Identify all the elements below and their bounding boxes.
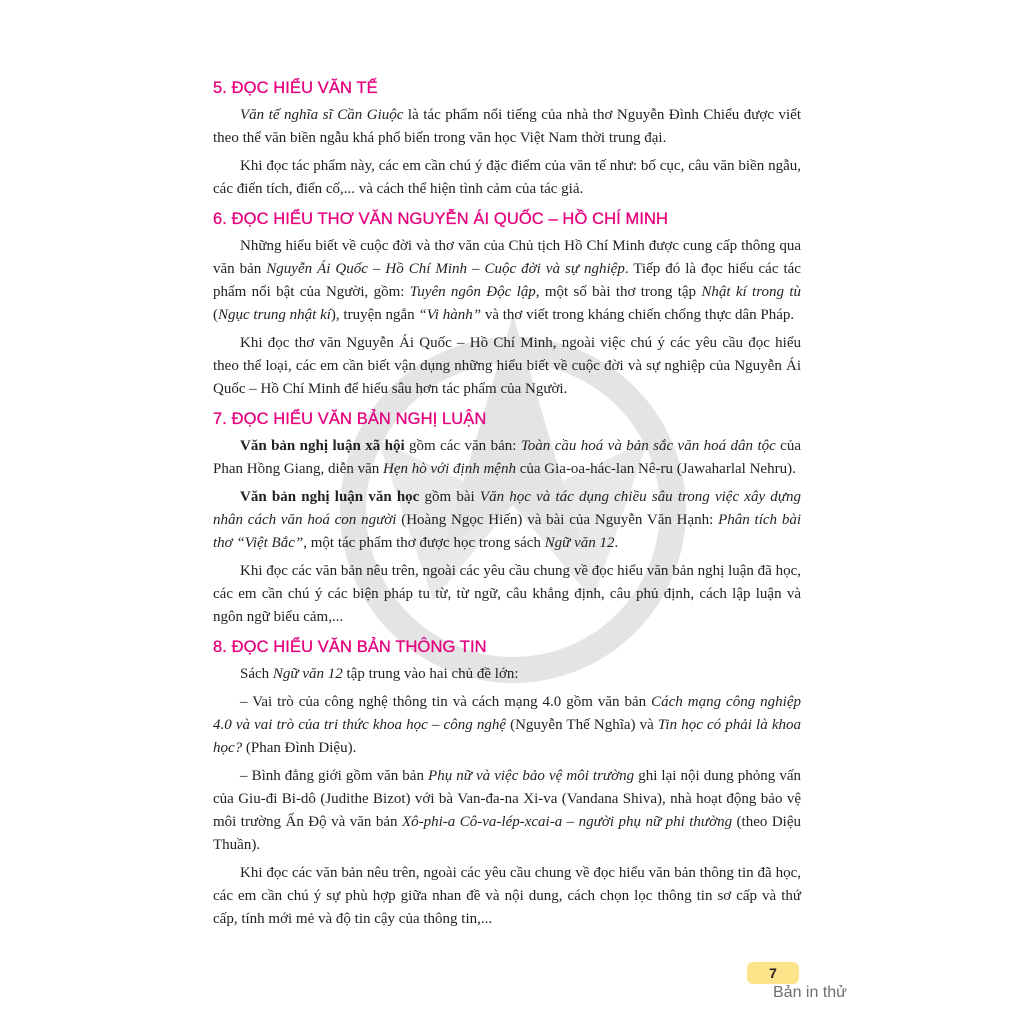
section-heading: 7. ĐỌC HIỂU VĂN BẢN NGHỊ LUẬN [213, 410, 487, 428]
paragraph [213, 862, 801, 931]
italic-text: Ngữ văn 12 [272, 666, 343, 682]
text-run: Sách [240, 666, 273, 682]
paragraph [213, 235, 801, 327]
italic-text: Cách mạng công nghiệp 4.0 và vai trò của tri thức khoa học – công nghệ [213, 694, 801, 733]
italic-text: Văn tế nghĩa sĩ Cần Giuộc [240, 107, 404, 123]
text-run: (Phan Đình Diệu). [242, 740, 357, 756]
paragraph [213, 486, 801, 555]
text-run: Khi đọc các văn bản nêu trên, ngoài các yêu cầu chung về đọc hiểu văn bản thông tin đã học, các em cần chú ý sự phù hợp giữa nhan đề và nội dung, cách chọn lọc thông tin sơ cấp và thứ cấp, tính mới mẻ và độ tin cậy của thông tin,... [213, 865, 801, 927]
paragraph [213, 104, 801, 150]
italic-text: Tuyên ngôn Độc lập [409, 284, 536, 300]
paragraph [213, 560, 801, 629]
text-run: , một tác phẩm thơ được học trong sách [303, 535, 545, 551]
italic-text: Hẹn hò với định mệnh [382, 461, 516, 477]
section-heading: 6. ĐỌC HIỂU THƠ VĂN NGUYỄN ÁI QUỐC – HỒ CHÍ MINH [213, 210, 669, 228]
italic-text: Văn học và tác dụng chiều sâu trong việc xây dựng nhân cách văn hoá con người [213, 489, 801, 528]
text-run: ), truyện ngắn [330, 307, 419, 323]
bold-text: Văn bản nghị luận văn học [240, 489, 420, 505]
text-run: (Hoàng Ngọc Hiến) và bài của Nguyễn Văn Hạnh: [396, 512, 719, 528]
text-run: – Vai trò của công nghệ thông tin và cách mạng 4.0 gồm văn bản [240, 694, 652, 710]
text-run: Khi đọc các văn bản nêu trên, ngoài các yêu cầu chung về đọc hiểu văn bản nghị luận đã học, các em cần chú ý các biện pháp tu từ, từ ngữ, câu khẳng định, câu phủ định, cách lập luận và ngôn ngữ biểu cảm,... [213, 563, 801, 625]
text-run: – Bình đẳng giới gồm văn bản [240, 768, 429, 784]
text-run: là tác phẩm nổi tiếng của nhà thơ Nguyễn Đình Chiểu được viết theo thể văn biền ngẫu khá phổ biến trong văn học Việt Nam thời trung đại. [213, 107, 801, 146]
text-run: ghi lại nội dung phỏng vấn của Giu-đi Bi-dô (Judithe Bizot) với bà Van-đa-na Xi-va (Vandana Shiva), nhà hoạt động bảo vệ môi trường Ấn Độ và văn bản [213, 768, 801, 830]
italic-text: Nhật kí trong tù [701, 284, 801, 300]
text-run: . Tiếp đó là đọc hiểu các tác phẩm nổi bật của Người, gồm: [213, 261, 801, 300]
section-heading: 8. ĐỌC HIỂU VĂN BẢN THÔNG TIN [213, 638, 487, 656]
text-run: Khi đọc tác phẩm này, các em cần chú ý đặc điểm của văn tế như: bố cục, câu văn biền ngẫu, các điển tích, điển cố,... và cách thể hiện tình cảm của tác giả. [213, 158, 801, 197]
text-run: ( [213, 307, 218, 323]
page-number-badge: 7 [747, 962, 799, 984]
text-run: tập trung vào hai chủ đề lớn: [342, 666, 519, 682]
text-run: gồm bài [419, 489, 480, 505]
paragraph [213, 435, 801, 481]
text-run: Những hiểu biết về cuộc đời và thơ văn của Chủ tịch Hồ Chí Minh được cung cấp thông qua văn bản [213, 238, 801, 277]
italic-text: Toàn cầu hoá và bản sắc văn hoá dân tộc [520, 438, 776, 454]
text-run: của Gia-oa-hác-lan Nê-ru (Jawaharlal Nehru). [515, 461, 796, 477]
paragraph [213, 691, 801, 760]
text-run: , một số bài thơ trong tập [535, 284, 702, 300]
italic-text: Ngữ văn 12 [544, 535, 615, 551]
text-run: (Nguyễn Thế Nghĩa) và [505, 717, 658, 733]
paragraph [213, 663, 801, 686]
bold-text: Văn bản nghị luận xã hội [240, 438, 405, 454]
text-run: của Phan Hồng Giang, diễn văn [213, 438, 801, 477]
text-run: . [614, 535, 619, 551]
text-run: gồm các văn bản: [404, 438, 521, 454]
italic-text: “Vi hành” [418, 307, 482, 323]
paragraph [213, 155, 801, 201]
paragraph [213, 332, 801, 401]
italic-text: Nguyễn Ái Quốc – Hồ Chí Minh – Cuộc đời và sự nghiệp [266, 261, 625, 277]
page-content [213, 70, 801, 936]
section-heading: 5. ĐỌC HIỂU VĂN TẾ [213, 79, 378, 97]
italic-text: Phụ nữ và việc bảo vệ môi trường [428, 768, 635, 784]
italic-text: Ngục trung nhật kí [218, 307, 331, 323]
text-run: (theo Diệu Thuần). [213, 814, 802, 853]
draft-label: Bản in thử [773, 984, 847, 1001]
italic-text: Phân tích bài thơ “Việt Bắc” [213, 512, 801, 551]
text-run: và thơ viết trong kháng chiến chống thực dân Pháp. [481, 307, 795, 323]
paragraph [213, 765, 801, 857]
italic-text: Xô-phi-a Cô-va-lép-xcai-a – người phụ nữ phi thường [401, 814, 733, 830]
italic-text: Tin học có phải là khoa học? [213, 717, 801, 756]
text-run: Khi đọc thơ văn Nguyễn Ái Quốc – Hồ Chí Minh, ngoài việc chú ý các yêu cầu đọc hiểu theo thể loại, các em cần biết vận dụng những hiểu biết về cuộc đời và sự nghiệp của Nguyễn Ái Quốc – Hồ Chí Minh để hiểu sâu hơn tác phẩm của Người. [213, 335, 801, 397]
